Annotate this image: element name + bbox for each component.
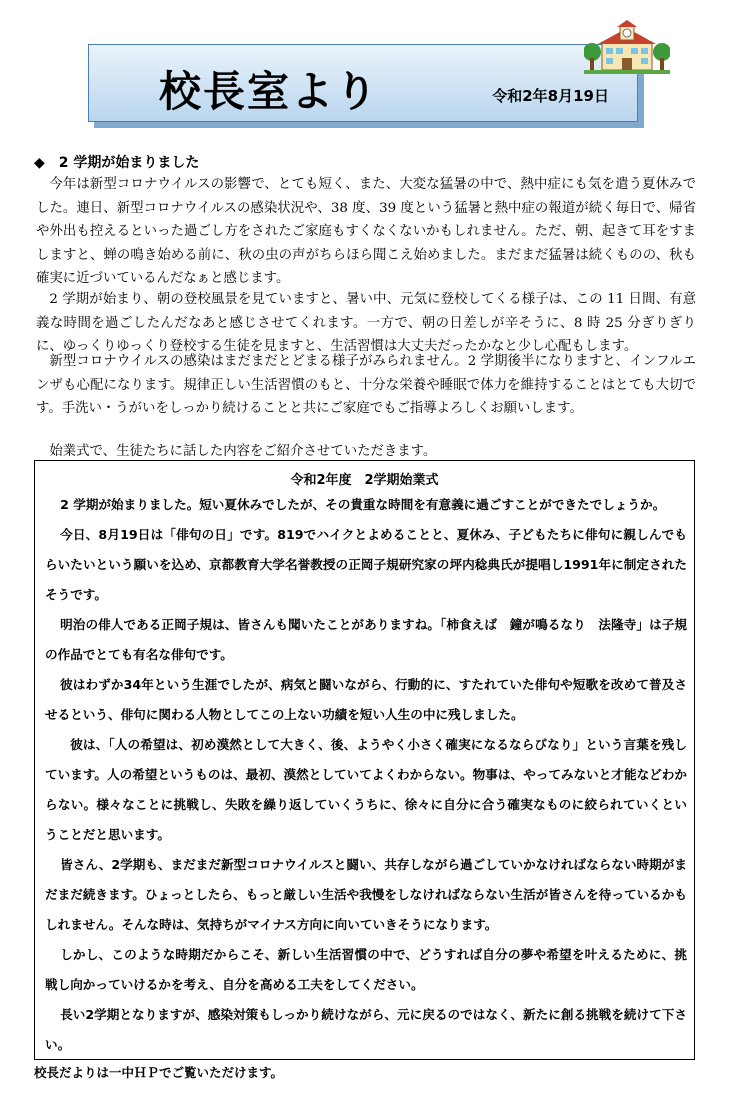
speech-box xyxy=(34,460,695,1060)
header-banner xyxy=(88,44,638,122)
speech-paragraph: 今日、8月19日は「俳句の日」です。819でハイクとよめることと、夏休み、子どもたちに俳句に親しんでもらいたいという願いを込め、京都教育大学名誉教授の正岡子規研究家の坪内稔典氏が提唱し1991年に制定されたそうです。 xyxy=(45,527,687,602)
speech-paragraph: 彼はわずか34年という生涯でしたが、病気と闘いながら、行動的に、すたれていた俳句や短歌を改めて普及させるという、俳句に関わる人物としてこの上ない功績を短い人生の中に残しました。 xyxy=(45,677,687,722)
speech-paragraph: 彼は、「人の希望は、初め漠然として大きく、後、ようやく小さく確実になるならびなり」という言葉を残しています。人の希望というものは、最初、漠然としていてよくわからない。物事は、やってみないと才能などわからない。様々なことに挑戦し、失敗を繰り返していくうちに、徐々に自分に合う確実なものに絞られていくということだと思います。 xyxy=(45,737,688,842)
speech-paragraph: 2 学期が始まりました。短い夏休みでしたが、その貴重な時間を有意義に過ごすことができたでしょうか。 xyxy=(60,497,666,512)
footer-note: 校長だよりは一中ＨＰでご覧いただけます。 xyxy=(34,1065,284,1080)
page-title: 校長室より xyxy=(159,67,380,116)
speech-paragraph: 皆さん、2学期も、まだまだ新型コロナウイルスと闘い、共存しながら過ごしていかなければならない時期がまだまだ続きます。ひょっとしたら、もっと厳しい生活や我慢をしなければならない生活が皆さんを待っているかもしれません。そんな時は、気持ちがマイナス方向に向いていきそうになります。 xyxy=(45,857,687,932)
section-heading: ◆ 2 学期が始まりました xyxy=(34,155,200,171)
speech-paragraph: しかし、このような時期だからこそ、新しい生活習慣の中で、どうすれば自分の夢や希望を叶えるために、挑戦し向かっていけるかを考え、自分を高める工夫をしてください。 xyxy=(45,947,687,992)
speech-paragraph: 明治の俳人である正岡子規は、皆さんも聞いたことがありますね。「柿食えば 鐘が鳴るなり 法隆寺」は子規の作品でとても有名な俳句です。 xyxy=(45,617,687,662)
speech-intro: 始業式で、生徒たちに話した内容をご紹介させていただきます。 xyxy=(49,444,437,459)
speech-title: 令和2年度 2学期始業式 xyxy=(290,473,439,488)
school-building-icon xyxy=(584,18,670,74)
paragraph: 2 学期が始まり、朝の登校風景を見ていますと、暑い中、元気に登校してくる様子は、この 11 日間、有意義な時間を過ごしたんだなあと感じさせてくれます。一方で、朝の日差しが辛そうに、8 時 25 分ぎりぎりに、ゆっくりゆっくり登校する生徒を見ますと、生活習慣は大丈夫だったかなと少し心配もします。 xyxy=(36,292,696,354)
speech-paragraph: 長い2学期となりますが、感染対策もしっかり続けながら、元に戻るのではなく、新たに創る挑戦を続けて下さい。 xyxy=(45,1007,687,1052)
issue-date: 令和2年8月19日 xyxy=(492,87,609,105)
paragraph: 今年は新型コロナウイルスの影響で、とても短く、また、大変な猛暑の中で、熱中症にも気を遣う夏休みでした。連日、新型コロナウイルスの感染状況や、38 度、39 度という猛暑と熱中症の報道が続く毎日で、帰省や外出も控えるといった過ごし方をされたご家庭もすくなくないかもしれません。ただ、朝、起きて耳をすましますと、蝉の鳴き始める前に、秋の虫の声がちらほら聞こえ始めました。まだまだ猛暑は続くものの、秋も確実に近づいているんだなぁと感じます。 xyxy=(36,177,696,286)
paragraph: 新型コロナウイルスの感染はまだまだとどまる様子がみられません。2 学期後半になりますと、インフルエンザも心配になります。規律正しい生活習慣のもと、十分な栄養や睡眠で体力を維持することはとても大切です。手洗い・うがいをしっかり続けることと共にご家庭でもご指導よろしくお願いします。 xyxy=(36,354,696,416)
